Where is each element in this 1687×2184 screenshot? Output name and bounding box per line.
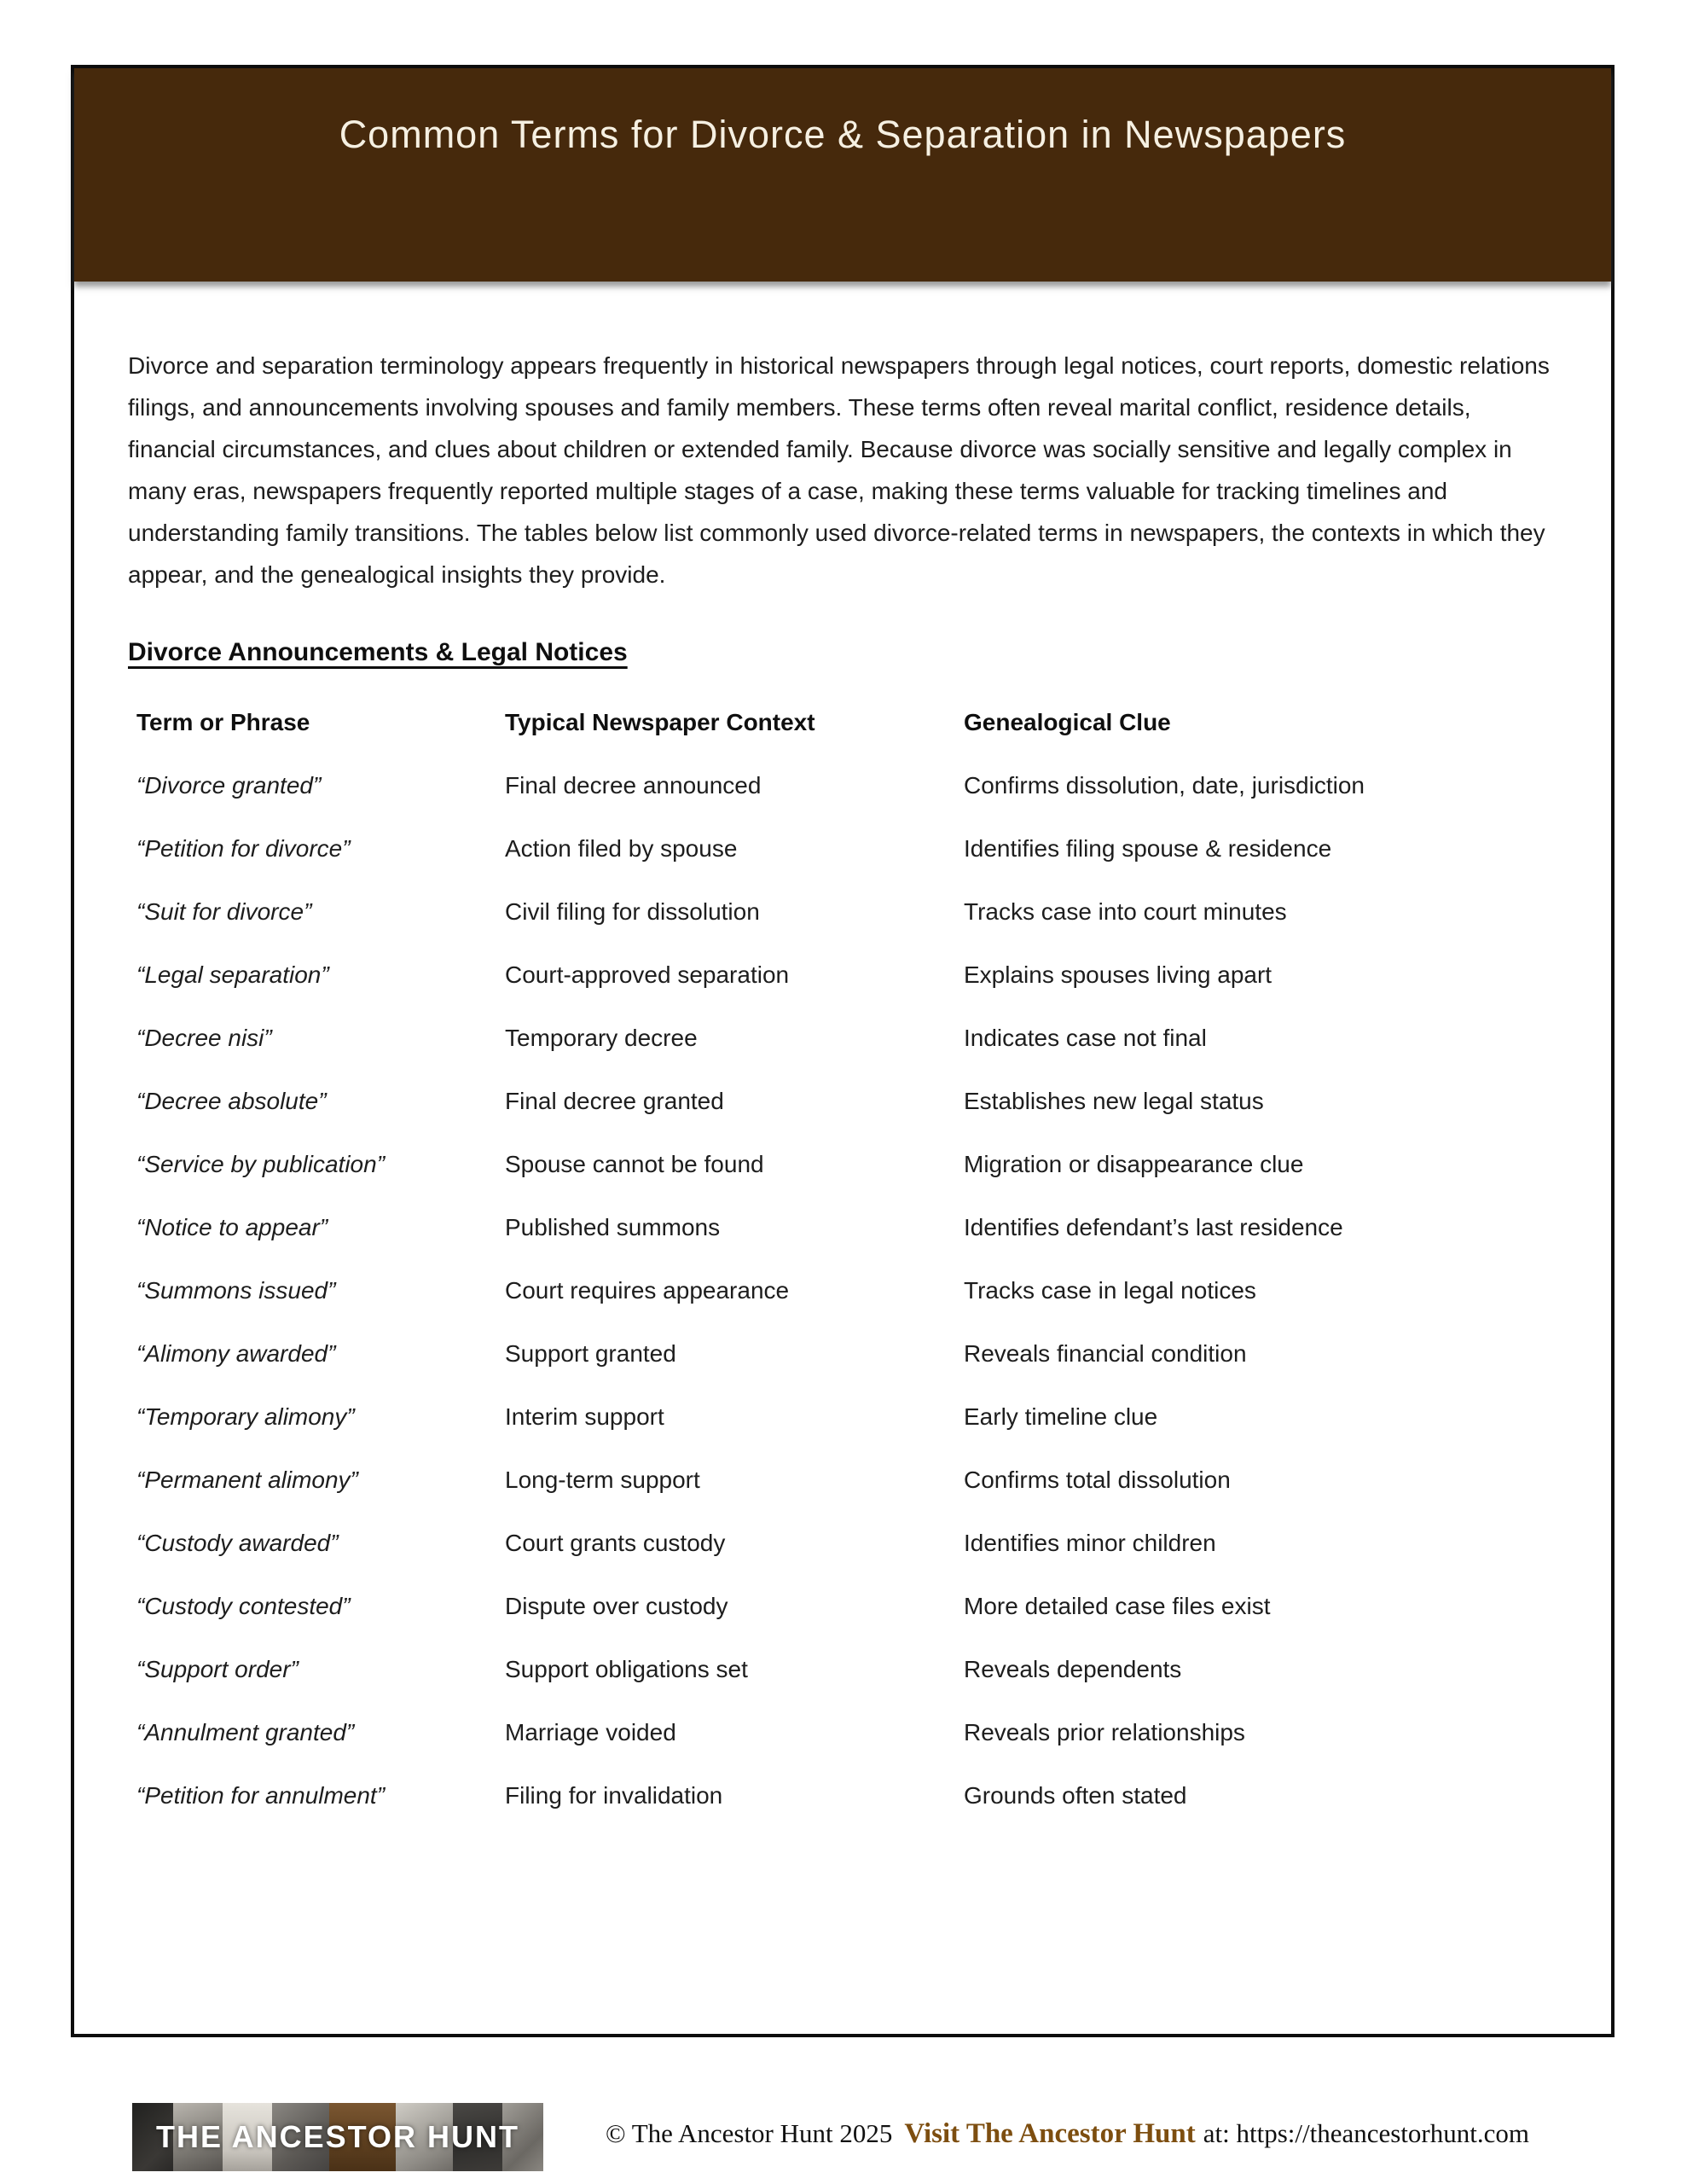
table-row: [136, 944, 1558, 1007]
context-cell: Marriage voided: [505, 1719, 676, 1745]
table-row: [136, 1575, 1558, 1638]
clue-cell: Migration or disappearance clue: [964, 1151, 1304, 1177]
section-heading: Divorce Announcements & Legal Notices: [128, 638, 628, 666]
terms-table: [128, 691, 1558, 1827]
context-cell: Action filed by spouse: [505, 835, 738, 862]
table-row: [136, 1512, 1558, 1575]
table-row: [136, 1764, 1558, 1827]
table-row: [136, 1007, 1558, 1070]
context-cell: Dispute over custody: [505, 1593, 728, 1619]
table-row: [136, 1259, 1558, 1322]
term-cell: “Permanent alimony”: [136, 1467, 358, 1493]
term-cell: “Alimony awarded”: [136, 1340, 336, 1367]
context-cell: Final decree granted: [505, 1088, 724, 1114]
title-banner: [74, 68, 1611, 282]
site-url[interactable]: at: https://theancestorhunt.com: [1203, 2118, 1529, 2148]
clue-cell: More detailed case files exist: [964, 1593, 1271, 1619]
context-cell: Support obligations set: [505, 1656, 748, 1682]
col-header-clue: Genealogical Clue: [964, 709, 1171, 735]
table-row: [136, 1385, 1558, 1449]
page-title: Common Terms for Divorce & Separation in Newspapers: [339, 113, 1347, 156]
term-cell: “Decree nisi”: [136, 1025, 272, 1051]
page-content: [74, 282, 1611, 1827]
col-header-context: Typical Newspaper Context: [505, 709, 815, 735]
clue-cell: Identifies filing spouse & residence: [964, 835, 1332, 862]
clue-cell: Indicates case not final: [964, 1025, 1207, 1051]
col-header-term: Term or Phrase: [136, 709, 310, 735]
term-cell: “Legal separation”: [136, 961, 329, 988]
table-row: [136, 1701, 1558, 1764]
term-cell: “Notice to appear”: [136, 1214, 328, 1240]
term-cell: “Decree absolute”: [136, 1088, 327, 1114]
clue-cell: Confirms total dissolution: [964, 1467, 1231, 1493]
document-page: [71, 65, 1615, 2037]
ancestor-hunt-logo: [132, 2103, 543, 2171]
context-cell: Long-term support: [505, 1467, 700, 1493]
term-cell: “Summons issued”: [136, 1277, 336, 1304]
clue-cell: Reveals financial condition: [964, 1340, 1247, 1367]
clue-cell: Reveals prior relationships: [964, 1719, 1245, 1745]
clue-cell: Tracks case in legal notices: [964, 1277, 1256, 1304]
context-cell: Civil filing for dissolution: [505, 898, 760, 925]
context-cell: Court-approved separation: [505, 961, 790, 988]
clue-cell: Explains spouses living apart: [964, 961, 1272, 988]
term-cell: “Custody contested”: [136, 1593, 351, 1619]
term-cell: “Service by publication”: [136, 1151, 386, 1177]
clue-cell: Early timeline clue: [964, 1403, 1158, 1430]
clue-cell: Identifies minor children: [964, 1530, 1216, 1556]
term-cell: “Support order”: [136, 1656, 299, 1682]
context-cell: Filing for invalidation: [505, 1782, 723, 1809]
table-row: [136, 1638, 1558, 1701]
table-row: [136, 1322, 1558, 1385]
table-row: [136, 1133, 1558, 1196]
context-cell: Final decree announced: [505, 772, 762, 799]
term-cell: “Annulment granted”: [136, 1719, 355, 1745]
table-row: [136, 754, 1558, 817]
term-cell: “Petition for divorce”: [136, 835, 351, 862]
table-row: [136, 1449, 1558, 1512]
table-row: [136, 1196, 1558, 1259]
copyright-text: © The Ancestor Hunt 2025: [606, 2118, 893, 2148]
logo-text: THE ANCESTOR HUNT: [155, 2119, 519, 2154]
context-cell: Court grants custody: [505, 1530, 726, 1556]
table-row: [136, 817, 1558, 880]
footer-credit-line: [606, 2118, 1529, 2150]
clue-cell: Establishes new legal status: [964, 1088, 1264, 1114]
context-cell: Published summons: [505, 1214, 721, 1240]
clue-cell: Reveals dependents: [964, 1656, 1182, 1682]
term-cell: “Divorce granted”: [136, 772, 322, 799]
context-cell: Temporary decree: [505, 1025, 698, 1051]
intro-paragraph: Divorce and separation terminology appears frequently in historical newspapers through legal notices, court reports, domestic relations filings, and announcements involving spouses and family members. These terms often reveal marital conflict, residence details, financial circumstances, and clues about children or extended family. Because divorce was socially sensitive and legally complex in many eras, newspapers frequently reported multiple stages of a case, making these terms valuable for tracking timelines and understanding family transitions. The tables below list commonly used divorce-related terms in newspapers, the contexts in which they appear, and the genealogical insights they provide.: [128, 352, 1550, 588]
context-cell: Spouse cannot be found: [505, 1151, 764, 1177]
clue-cell: Identifies defendant’s last residence: [964, 1214, 1343, 1240]
table-header-row: [136, 691, 1558, 754]
clue-cell: Grounds often stated: [964, 1782, 1187, 1809]
clue-cell: Tracks case into court minutes: [964, 898, 1287, 925]
page-footer: [0, 2094, 1687, 2184]
visit-site-label: Visit The Ancestor Hunt: [904, 2118, 1196, 2149]
table-row: [136, 880, 1558, 944]
term-cell: “Custody awarded”: [136, 1530, 339, 1556]
term-cell: “Temporary alimony”: [136, 1403, 355, 1430]
term-cell: “Petition for annulment”: [136, 1782, 386, 1809]
clue-cell: Confirms dissolution, date, jurisdiction: [964, 772, 1365, 799]
context-cell: Interim support: [505, 1403, 664, 1430]
context-cell: Support granted: [505, 1340, 676, 1367]
term-cell: “Suit for divorce”: [136, 898, 312, 925]
context-cell: Court requires appearance: [505, 1277, 790, 1304]
table-row: [136, 1070, 1558, 1133]
